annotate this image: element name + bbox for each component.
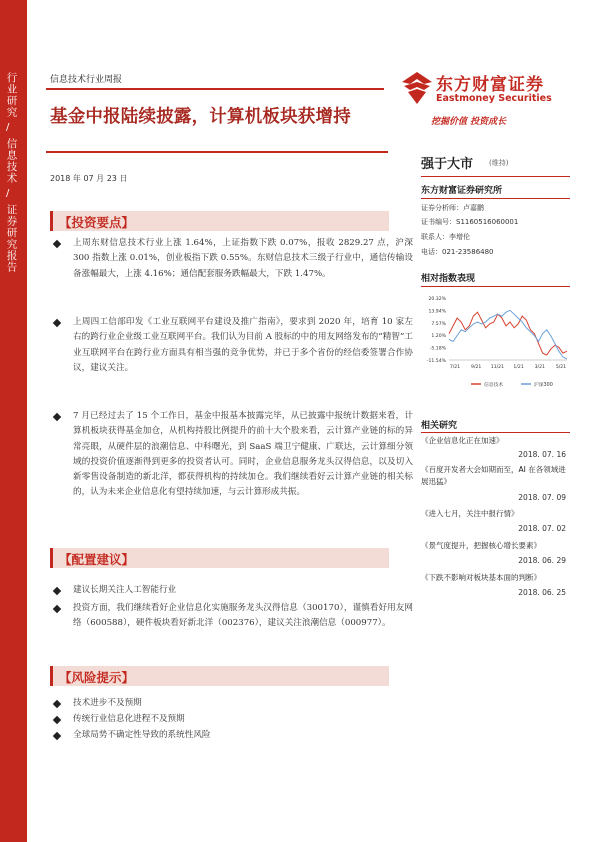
cert-number: 证书编号：S1160516060001 [421, 218, 519, 226]
section-header-risk [50, 666, 389, 686]
slogan: 挖掘价值 投资成长 [431, 117, 507, 127]
x-tick-label: 1/21 [513, 365, 524, 370]
report-category: 信息技术行业周报 [50, 75, 123, 85]
sidebar-text-it: 信息技术 [5, 138, 18, 184]
related-item-date: 2018. 07. 02 [518, 524, 566, 533]
risk-text: 全球局势不确定性导致的系统性风险 [73, 730, 211, 740]
y-tick-label: 13.94% [428, 309, 446, 315]
related-rule [421, 432, 570, 433]
institute-rule [421, 198, 570, 199]
risk-text: 传统行业信息化进程不及预期 [73, 714, 185, 724]
logo-english: Eastmoney Securities [436, 93, 552, 104]
y-tick-label: -5.18% [429, 346, 446, 352]
rating-rule [421, 176, 570, 177]
section-header-invest [50, 211, 389, 231]
bullet-icon [53, 413, 61, 421]
related-item-date: 2018. 07. 09 [518, 493, 566, 502]
x-tick-label: 3/21 [534, 365, 545, 370]
report-title: 基金中报陆续披露，计算机板块获增持 [50, 107, 351, 127]
related-title: 相关研究 [421, 421, 458, 431]
y-tick-label: 7.57% [431, 321, 446, 327]
legend-label: 信息技术 [484, 383, 504, 388]
bullet-icon [53, 716, 61, 724]
x-tick-label: 11/21 [490, 365, 505, 370]
chart-rule [421, 286, 570, 287]
invest-point-text: 7 月已经过去了 15 个工作日，基金中报基本披露完毕，从已披露中报统计数据来看，计算机板块获得基金加仓，从机构持股比例提升的前十大个股来看，云计算产业链的标的异常亮眼，从硬件层的浪潮信息、中科曙光，到 SaaS 端卫宁健康、广联达，云计算细分领域的投资价值逐渐得到更多的投资者认可。同时，企业信息服务龙头汉得信息，以及切入新零售设备制造的新北洋，都获得机构的持续加仓。我们继续看好云计算产业链的相关标的，认为未来企业信息化有望持续加速，与云计算形成共振。 [73, 411, 413, 498]
bullet-icon [53, 732, 61, 740]
title-rule [46, 151, 388, 153]
logo-chinese: 东方财富证券 [436, 75, 544, 95]
section-title-invest: 【投资要点】 [59, 215, 135, 230]
related-item-date: 2018. 06. 25 [518, 588, 566, 597]
y-tick-label: 20.32% [428, 297, 446, 302]
header-rule [46, 88, 384, 90]
company-logo [400, 68, 560, 120]
bullet-icon [53, 700, 61, 708]
legend-label: 沪深300 [534, 383, 553, 388]
bullet-icon [53, 605, 61, 613]
sidebar-band [0, 0, 27, 842]
bullet-icon [53, 587, 61, 595]
section-header-allocation [50, 548, 389, 568]
rating-sub: (维持) [489, 159, 509, 167]
sidebar-text-industry: 行业研究 [5, 72, 18, 118]
related-item-title[interactable]: 《景气度提升，把握核心增长要素》 [421, 541, 541, 550]
allocation-text: 建议长期关注人工智能行业 [73, 585, 177, 595]
report-date: 2018 年 07 月 23 日 [50, 174, 128, 183]
x-tick-label: 7/21 [449, 365, 461, 370]
related-item-date: 2018. 07. 16 [518, 450, 566, 459]
section-title-allocation: 【配置建议】 [59, 552, 135, 567]
related-item-title[interactable]: 《百度开发者大会如期而至，AI 在各领域进展迅猛》 [421, 465, 566, 486]
y-tick-label: 1.20% [431, 334, 446, 340]
sidebar-separator: / [6, 188, 10, 199]
invest-point-text: 上周四工信部印发《工业互联网平台建设及推广指南》，要求到 2020 年，培育 10 家左右的跨行业企业级工业互联网平台。我们认为目前 A 股标的中的用友网络发布的“精智”工业互联网平台在跨行业方面具有相当强的竞争优势，并已于多个省份的经信委签署合作协议，建议关注。 [73, 317, 413, 373]
phone-number: 电话：021-23586480 [421, 248, 494, 256]
section-title-risk: 【风险提示】 [59, 670, 135, 685]
related-item-title[interactable]: 《进入七月，关注中报行情》 [421, 509, 519, 518]
sidebar-text-report: 证券研究报告 [5, 204, 18, 273]
y-tick-label: -11.54% [426, 359, 446, 364]
allocation-text: 投资方面，我们继续看好企业信息化实施服务龙头汉得信息（300170），谨慎看好用友网络（600588），硬件板块看好新北洋（002376），建议关注浪潮信息（000977）。 [73, 603, 413, 629]
chart-background [421, 292, 570, 392]
sidebar-separator: / [6, 122, 10, 133]
x-tick-label: 5/21 [555, 365, 567, 370]
related-item-title[interactable]: 《企业信息化正在加速》 [421, 436, 504, 445]
bullet-icon [53, 240, 61, 248]
x-tick-label: 9/21 [471, 365, 482, 370]
relative-index-chart [421, 292, 570, 392]
analyst-name: 证券分析师：卢嘉鹏 [421, 204, 484, 212]
bullet-icon [53, 319, 61, 327]
institute-name: 东方财富证券研究所 [421, 186, 503, 196]
related-item-title[interactable]: 《下跌不影响对板块基本面的判断》 [421, 573, 541, 582]
logo-mark-icon [400, 70, 434, 106]
contact-name: 联系人：李增伦 [421, 233, 470, 241]
chart-title: 相对指数表现 [421, 274, 476, 284]
invest-point-text: 上周东财信息技术行业上涨 1.64%，上证指数下跌 0.07%，报收 2829.27 点，沪深 300 指数上涨 0.01%，创业板指下跌 0.55%。东财信息技术三级子行业中，通信传输设备涨幅最大，上涨 4.16%；通信配套服务跌幅最大，下跌 1.47%。 [73, 238, 413, 279]
risk-text: 技术进步不及预期 [73, 698, 142, 708]
rating-label: 强于大市 [421, 157, 474, 172]
related-item-date: 2018. 06. 29 [518, 556, 566, 565]
